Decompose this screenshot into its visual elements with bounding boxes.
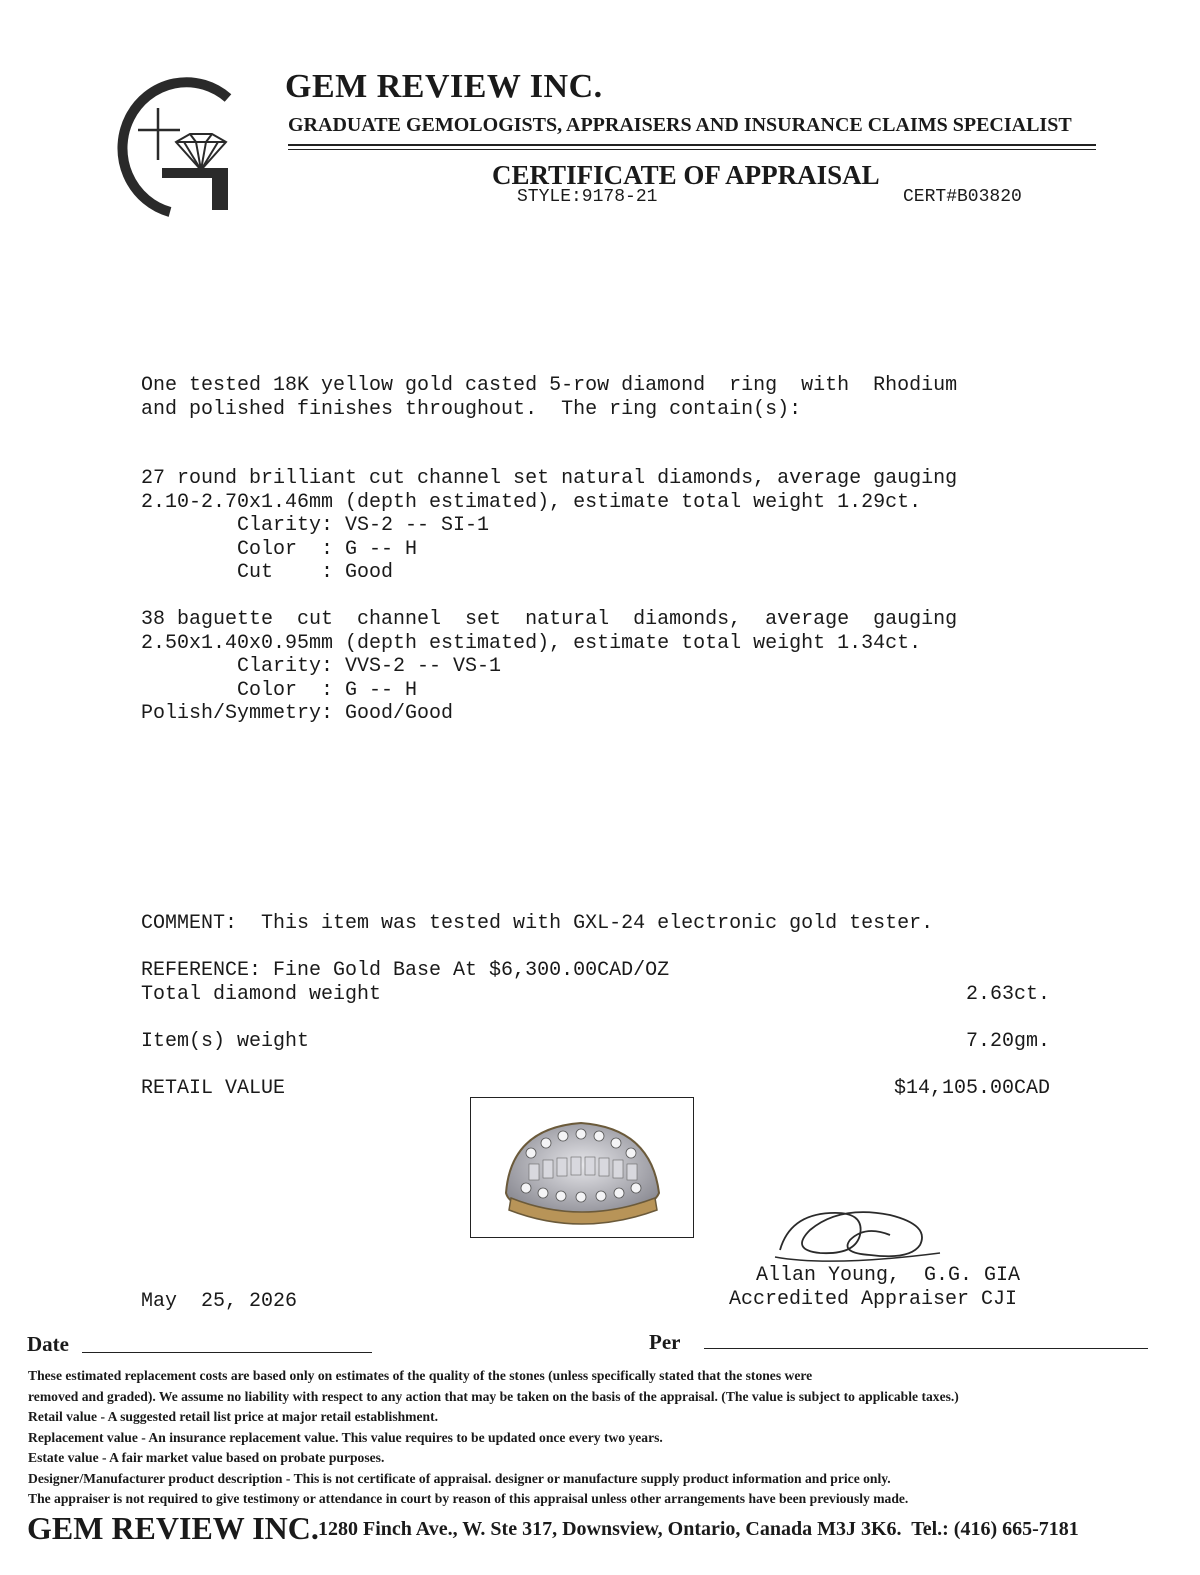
- retail-value-label: RETAIL VALUE: [141, 1077, 286, 1100]
- round-line2: 2.10-2.70x1.46mm (depth estimated), estimate total weight 1.29ct.: [141, 490, 922, 514]
- description-line: One tested 18K yellow gold casted 5-row diamond ring with Rhodium: [141, 374, 958, 397]
- item-weight-value: 7.20gm.: [965, 1030, 1050, 1053]
- appraisal-date: May 25, 2026: [141, 1290, 298, 1313]
- disclaimer-line: Designer/Manufacturer product description - This is not certificate of appraisal. designer or manufacture supply product information and price only.: [28, 1470, 891, 1486]
- disclaimer: [28, 1366, 1188, 1510]
- header-rule-thin: [288, 149, 1096, 150]
- appraiser-credential: Accredited Appraiser CJI: [729, 1288, 1018, 1311]
- ring-image: [471, 1098, 693, 1237]
- reference: REFERENCE: Fine Gold Base At $6,300.00CAD/OZ: [141, 959, 670, 982]
- appraiser-name: Allan Young, G.G. GIA: [756, 1264, 1021, 1287]
- date-signature-line: [82, 1352, 372, 1353]
- retail-value-amount: $14,105.00CAD: [893, 1077, 1050, 1100]
- diamond-icon: [176, 134, 226, 170]
- baguette-color: Color : G -- H: [141, 678, 418, 702]
- date-label: Date: [27, 1332, 69, 1356]
- company-logo: [100, 70, 240, 220]
- footer-company-name: GEM REVIEW INC.: [27, 1510, 319, 1546]
- baguette-clarity: Clarity: VVS-2 -- VS-1: [141, 655, 502, 678]
- disclaimer-line: Replacement value - An insurance replacement value. This value requires to be updated once every two years.: [28, 1429, 663, 1445]
- total-diamond-weight-label: Total diamond weight: [141, 983, 382, 1006]
- round-clarity: Clarity: VS-2 -- SI-1: [141, 514, 490, 537]
- round-color: Color : G -- H: [141, 537, 418, 561]
- disclaimer-line: These estimated replacement costs are based only on estimates of the quality of the stones (unless specifically stated that the stones were: [28, 1368, 813, 1383]
- disclaimer-line: removed and graded). We assume no liability with respect to any action that may be taken on the basis of the appraisal. (The value is subject to applicable taxes.): [28, 1388, 959, 1404]
- per-label: Per: [649, 1330, 681, 1354]
- header-rule: [288, 144, 1096, 146]
- logo-g-base: [162, 168, 228, 210]
- baguette-line2: 2.50x1.40x0.95mm (depth estimated), estimate total weight 1.34ct.: [141, 631, 922, 655]
- disclaimer-line: The appraiser is not required to give testimony or attendance in court by reason of this appraisal unless other arrangements have been previously made.: [28, 1491, 909, 1506]
- description-line: and polished finishes throughout. The ring contain(s):: [141, 397, 802, 421]
- disclaimer-line: Estate value - A fair market value based on probate purposes.: [28, 1450, 385, 1465]
- polish-symmetry: Polish/Symmetry: Good/Good: [141, 702, 454, 725]
- round-diamonds-section: [141, 467, 957, 585]
- round-line1: 27 round brilliant cut channel set natural diamonds, average gauging: [141, 467, 958, 490]
- total-diamond-weight-value: 2.63ct.: [965, 983, 1050, 1006]
- baguette-line1: 38 baguette cut channel set natural diamonds, average gauging: [141, 608, 958, 631]
- ring-photo: [470, 1097, 694, 1238]
- appraiser-signature: [770, 1195, 950, 1275]
- company-name: GEM REVIEW INC.: [285, 68, 603, 105]
- certificate-number: CERT#B03820: [903, 187, 1022, 207]
- sparkle-icon: [138, 108, 180, 160]
- company-tagline: GRADUATE GEMOLOGISTS, APPRAISERS AND INSURANCE CLAIMS SPECIALIST: [288, 114, 1072, 136]
- item-description: [141, 374, 957, 421]
- baguette-diamonds-section: [141, 608, 957, 726]
- comment: COMMENT: This item was tested with GXL-24 electronic gold tester.: [141, 912, 934, 935]
- footer-address: 1280 Finch Ave., W. Ste 317, Downsview, Ontario, Canada M3J 3K6. Tel.: (416) 665-7181: [318, 1518, 1079, 1540]
- item-weight-label: Item(s) weight: [141, 1030, 310, 1053]
- certificate-title: CERTIFICATE OF APPRAISAL: [492, 160, 880, 190]
- disclaimer-line: Retail value - A suggested retail list price at major retail establishment.: [28, 1409, 439, 1424]
- style-number: STYLE:9178-21: [517, 187, 658, 207]
- per-signature-line: [704, 1348, 1148, 1349]
- round-cut: Cut : Good: [141, 561, 394, 584]
